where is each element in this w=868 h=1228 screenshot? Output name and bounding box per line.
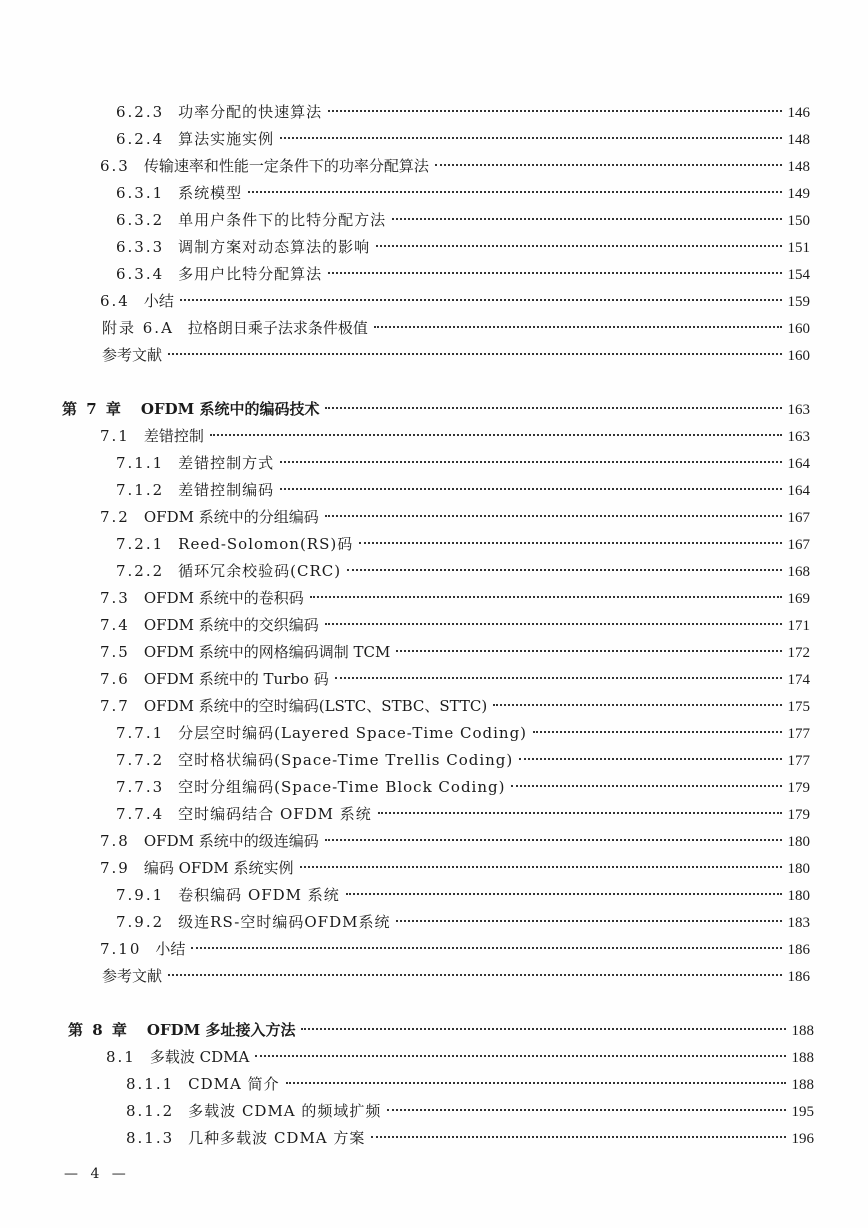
toc-entry[interactable] [100, 642, 810, 663]
toc-entry-title: 算法实施实例 [178, 130, 275, 148]
toc-entry-page: 180 [787, 861, 810, 877]
toc-entry[interactable] [116, 750, 810, 771]
toc-entry-number: 7.7.4 [116, 805, 165, 823]
toc-entry[interactable] [116, 183, 810, 204]
toc-entry-number: 7.1 [100, 427, 130, 445]
toc-entry-page: 188 [791, 1050, 814, 1066]
toc-entry-title: 小结 [155, 940, 186, 958]
dot-leader [191, 947, 781, 949]
dot-leader [519, 758, 781, 760]
toc-entry-page: 159 [787, 294, 810, 310]
toc-entry-number: 7.2 [100, 508, 130, 526]
dot-leader [376, 245, 781, 247]
toc-entry-page: 163 [787, 429, 810, 445]
toc-entry-title: 级连RS-空时编码OFDM系统 [178, 913, 391, 931]
toc-entry[interactable] [116, 210, 810, 231]
toc-entry-title: 卷积编码 OFDM 系统 [178, 886, 340, 904]
toc-entry[interactable] [116, 453, 810, 474]
toc-entry-page: 177 [787, 726, 810, 742]
toc-entry-number: 7.2.1 [116, 535, 165, 553]
toc-entry[interactable] [116, 480, 810, 501]
toc-entry-number: 7.10 [100, 940, 142, 958]
dot-leader [396, 650, 781, 652]
toc-entry-title: 传输速率和性能一定条件下的功率分配算法 [143, 157, 429, 175]
toc-entry-number: 6.2.4 [116, 130, 165, 148]
toc-entry-page: 174 [787, 672, 810, 688]
toc-entry[interactable] [116, 561, 810, 582]
dot-leader [493, 704, 781, 706]
toc-entry[interactable] [100, 291, 810, 312]
toc-entry-page: 150 [787, 213, 810, 229]
toc-entry-title: 多载波 CDMA [149, 1048, 250, 1066]
toc-entry-title: 多用户比特分配算法 [178, 265, 323, 283]
toc-entry-number: 6.3.3 [116, 238, 165, 256]
toc-entry[interactable] [116, 129, 810, 150]
toc-entry-number: 7.6 [100, 670, 130, 688]
toc-entry[interactable] [116, 723, 810, 744]
dot-leader [328, 272, 781, 274]
toc-entry[interactable] [100, 669, 810, 690]
toc-entry-page: 188 [791, 1077, 814, 1093]
dot-leader [335, 677, 782, 679]
toc-entry[interactable] [100, 831, 810, 852]
toc-entry-page: 168 [787, 564, 810, 580]
toc-entry-title: OFDM 系统中的空时编码(LSTC、STBC、STTC) [143, 697, 488, 715]
dot-leader [511, 785, 781, 787]
toc-entry[interactable] [100, 426, 810, 447]
toc-entry-title: 小结 [143, 292, 174, 310]
toc-entry-page: 163 [787, 402, 810, 418]
toc-entry-title: OFDM 系统中的分组编码 [143, 508, 319, 526]
toc-entry-number: 7.9.1 [116, 886, 165, 904]
dot-leader [387, 1109, 785, 1111]
toc-entry-page: 149 [787, 186, 810, 202]
toc-entry[interactable] [126, 1074, 814, 1095]
toc-entry[interactable] [100, 507, 810, 528]
toc-entry[interactable] [102, 345, 810, 366]
toc-entry[interactable] [126, 1101, 814, 1122]
toc-entry-number: 6.3.2 [116, 211, 165, 229]
toc-entry-number: 7.7.3 [116, 778, 165, 796]
toc-entry-page: 169 [787, 591, 810, 607]
toc-entry-page: 167 [787, 537, 810, 553]
toc-entry[interactable] [100, 858, 810, 879]
toc-entry-page: 167 [787, 510, 810, 526]
toc-entry-number: 6.3.4 [116, 265, 165, 283]
toc-entry-title: 编码 OFDM 系统实例 [143, 859, 294, 877]
toc-entry-number: 7.3 [100, 589, 130, 607]
toc-entry[interactable] [62, 399, 810, 420]
toc-entry-page: 175 [787, 699, 810, 715]
toc-entry-title: 多载波 CDMA 的频域扩频 [188, 1102, 382, 1120]
toc-entry-page: 186 [787, 942, 810, 958]
dot-leader [359, 542, 781, 544]
toc-entry-title: OFDM 系统中的卷积码 [143, 589, 304, 607]
toc-entry[interactable] [68, 1020, 814, 1041]
toc-entry-number: 8.1.1 [126, 1075, 175, 1093]
toc-entry[interactable] [116, 534, 810, 555]
toc-entry-title: 系统模型 [178, 184, 243, 202]
toc-entry-title: 参考文献 [102, 346, 163, 364]
toc-entry-number: 7.2.2 [116, 562, 165, 580]
toc-entry-title: Reed-Solomon(RS)码 [178, 535, 354, 553]
dot-leader [378, 812, 782, 814]
toc-entry-page: 180 [787, 888, 810, 904]
dot-leader [396, 920, 781, 922]
toc-entry-title: 单用户条件下的比特分配方法 [178, 211, 387, 229]
toc-entry-number: 8.1.3 [126, 1129, 175, 1147]
dot-leader [255, 1055, 785, 1057]
toc-entry-title: 空时编码结合 OFDM 系统 [178, 805, 372, 823]
toc-entry-title: OFDM 多址接入方法 [146, 1021, 296, 1039]
toc-entry-page: 180 [787, 834, 810, 850]
toc-entry-page: 177 [787, 753, 810, 769]
dot-leader [325, 515, 782, 517]
toc-entry-page: 195 [791, 1104, 814, 1120]
dot-leader [248, 191, 781, 193]
toc-entry-title: OFDM 系统中的 Turbo 码 [143, 670, 329, 688]
toc-entry[interactable] [126, 1128, 814, 1149]
dot-leader [168, 974, 781, 976]
dot-leader [280, 461, 781, 463]
dot-leader [328, 110, 781, 112]
dot-leader [301, 1028, 785, 1030]
toc-entry-page: 160 [787, 348, 810, 364]
dot-leader [347, 569, 781, 571]
toc-entry[interactable] [100, 156, 810, 177]
toc-entry-number: 8.1.2 [126, 1102, 175, 1120]
dot-leader [435, 164, 782, 166]
toc-entry-number: 7.7.2 [116, 751, 165, 769]
toc-entry-page: 164 [787, 483, 810, 499]
toc-entry-title: 空时格状编码(Space-Time Trellis Coding) [178, 751, 514, 769]
toc-entry-number: 8.1 [106, 1048, 136, 1066]
toc-entry-page: 151 [787, 240, 810, 256]
toc-entry[interactable] [116, 264, 810, 285]
toc-entry[interactable] [116, 777, 810, 798]
toc-entry-title: 循环冗余校验码(CRC) [178, 562, 342, 580]
toc-entry-number: 7.9 [100, 859, 130, 877]
toc-entry-page: 196 [791, 1131, 814, 1147]
toc-entry-number: 7.1.2 [116, 481, 165, 499]
dot-leader [325, 623, 782, 625]
toc-entry-title: 差错控制编码 [178, 481, 275, 499]
dot-leader [210, 434, 782, 436]
toc-entry-title: 功率分配的快速算法 [178, 103, 323, 121]
toc-entry[interactable] [100, 615, 810, 636]
toc-entry-number: 7.8 [100, 832, 130, 850]
dot-leader [286, 1082, 786, 1084]
toc-entry-title: 参考文献 [102, 967, 163, 985]
toc-entry-page: 164 [787, 456, 810, 472]
toc-entry-number: 7.5 [100, 643, 130, 661]
toc-entry-title: 拉格朗日乘子法求条件极值 [187, 319, 368, 337]
toc-entry-title: 调制方案对动态算法的影响 [178, 238, 371, 256]
toc-entry-number: 6.2.3 [116, 103, 165, 121]
dot-leader [346, 893, 782, 895]
toc-entry-number: 第 7 章 [62, 400, 123, 418]
toc-entry[interactable] [102, 966, 810, 987]
toc-entry-page: 179 [787, 780, 810, 796]
toc-entry-title: 分层空时编码(Layered Space-Time Coding) [178, 724, 528, 742]
dot-leader [168, 353, 781, 355]
toc-entry-number: 第 8 章 [68, 1021, 129, 1039]
toc-entry-page: 179 [787, 807, 810, 823]
dot-leader [392, 218, 781, 220]
toc-entry-title: CDMA 简介 [188, 1075, 280, 1093]
toc-entry-page: 188 [791, 1023, 814, 1039]
toc-entry-number: 6.3.1 [116, 184, 165, 202]
toc-entry[interactable] [116, 885, 810, 906]
toc-entry[interactable] [102, 318, 810, 339]
dot-leader [371, 1136, 785, 1138]
toc-entry-title: 几种多载波 CDMA 方案 [188, 1129, 366, 1147]
toc-entry[interactable] [116, 237, 810, 258]
toc-entry-title: 空时分组编码(Space-Time Block Coding) [178, 778, 506, 796]
toc-entry-number: 7.4 [100, 616, 130, 634]
toc-entry-number: 附录 6.A [102, 319, 174, 337]
toc-entry-page: 148 [787, 159, 810, 175]
toc-entry-title: OFDM 系统中的编码技术 [140, 400, 320, 418]
toc-entry-number: 7.9.2 [116, 913, 165, 931]
toc-entry[interactable] [100, 696, 810, 717]
toc-entry-number: 6.3 [100, 157, 130, 175]
toc-entry-page: 154 [787, 267, 810, 283]
dot-leader [374, 326, 782, 328]
page-number-footer: — 4 — [64, 1166, 130, 1182]
toc-entry-page: 148 [787, 132, 810, 148]
toc-entry-page: 146 [787, 105, 810, 121]
dot-leader [533, 731, 781, 733]
toc-entry[interactable] [116, 912, 810, 933]
toc-entry-page: 183 [787, 915, 810, 931]
toc-entry-number: 7.1.1 [116, 454, 165, 472]
toc-entry-title: OFDM 系统中的交织编码 [143, 616, 319, 634]
dot-leader [300, 866, 782, 868]
toc-entry-title: OFDM 系统中的级连编码 [143, 832, 319, 850]
dot-leader [325, 839, 782, 841]
toc-entry-title: 差错控制 [143, 427, 204, 445]
dot-leader [310, 596, 782, 598]
toc-entry[interactable] [100, 588, 810, 609]
toc-entry-title: 差错控制方式 [178, 454, 275, 472]
dot-leader [180, 299, 782, 301]
toc-entry[interactable] [100, 939, 810, 960]
dot-leader [280, 488, 781, 490]
toc-entry-page: 172 [787, 645, 810, 661]
toc-entry[interactable] [116, 804, 810, 825]
toc-entry-page: 186 [787, 969, 810, 985]
toc-entry-title: OFDM 系统中的网格编码调制 TCM [143, 643, 391, 661]
toc-entry[interactable] [106, 1047, 814, 1068]
toc-entry-number: 7.7 [100, 697, 130, 715]
toc-entry-page: 160 [787, 321, 810, 337]
toc-entry-number: 7.7.1 [116, 724, 165, 742]
dot-leader [280, 137, 781, 139]
toc-entry[interactable] [116, 102, 810, 123]
toc-entry-number: 6.4 [100, 292, 130, 310]
dot-leader [325, 407, 781, 409]
toc-entry-page: 171 [787, 618, 810, 634]
